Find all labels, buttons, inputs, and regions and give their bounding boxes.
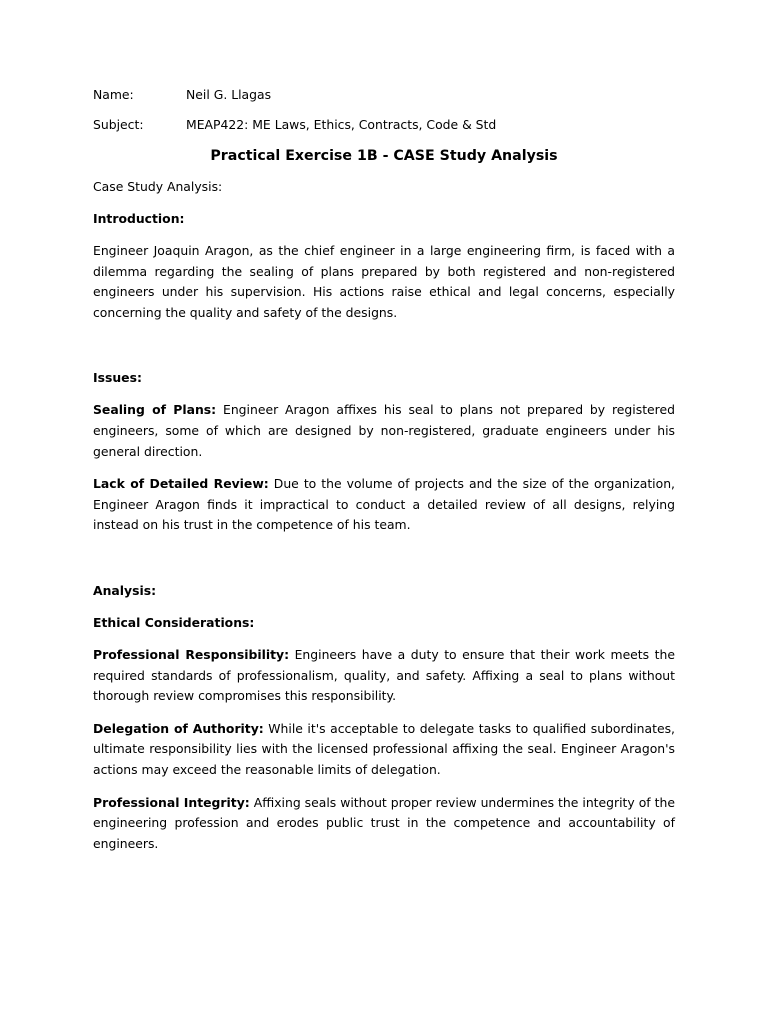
analysis-lead: Professional Integrity: — [93, 794, 250, 810]
section-spacer — [93, 323, 675, 356]
name-value: Neil G. Llagas — [186, 87, 272, 102]
analysis-lead: Delegation of Authority: — [93, 720, 264, 736]
ethical-considerations-heading: Ethical Considerations: — [93, 614, 255, 630]
introduction-paragraph: Engineer Joaquin Aragon, as the chief engineer in a large engineering firm, is faced with a dilemma regarding the sealing of plans prepared by both registered and non-registered engineers under his supervision. His actions raise ethical and legal concerns, especially concerning the quality and safety of the designs. — [93, 243, 675, 320]
issue-text: Engineer Aragon affixes his seal to plans not prepared by registered engineers, some of which are designed by non-registered, graduate engineers under his general direction. — [93, 402, 675, 459]
analysis-text: Affixing seals without proper review undermines the integrity of the engineering profession and erodes public trust in the competence and accountability of engineers. — [93, 794, 675, 851]
introduction-heading: Introduction: — [93, 211, 185, 226]
analysis-text: Engineers have a duty to ensure that their work meets the required standards of professionalism, quality, and safety. Affixing a seal to plans without thorough review compromises this responsibility. — [93, 646, 675, 704]
section-spacer — [93, 536, 675, 569]
analysis-professional-responsibility — [93, 645, 675, 707]
name-label: Name: — [93, 87, 134, 102]
subject-value: MEAP422: ME Laws, Ethics, Contracts, Code & Std — [186, 117, 497, 132]
issue-lead: Lack of Detailed Review: — [93, 476, 269, 492]
subject-row — [93, 116, 675, 134]
analysis-lead: Professional Responsibility: — [93, 646, 290, 662]
issues-heading: Issues: — [93, 370, 142, 386]
subject-label: Subject: — [93, 117, 144, 132]
issue-lead: Sealing of Plans: — [93, 402, 217, 418]
name-row — [93, 86, 675, 104]
analysis-delegation-of-authority — [93, 719, 675, 781]
analysis-heading: Analysis: — [93, 582, 157, 598]
issue-lack-of-review — [93, 474, 675, 536]
issue-sealing-of-plans — [93, 400, 675, 462]
analysis-text: While it's acceptable to delegate tasks to qualified subordinates, ultimate responsibility lies with the licensed professional affixing the seal. Engineer Aragon's actions may exceed the reasonable limits of delegation. — [93, 720, 675, 777]
issue-text: Due to the volume of projects and the size of the organization, Engineer Aragon finds it impractical to conduct a detailed review of all designs, relying instead on his trust in the competence of his team. — [93, 476, 675, 533]
document-title: Practical Exercise 1B - CASE Study Analysis — [210, 148, 558, 164]
case-study-label: Case Study Analysis: — [93, 179, 223, 194]
analysis-professional-integrity — [93, 793, 675, 855]
